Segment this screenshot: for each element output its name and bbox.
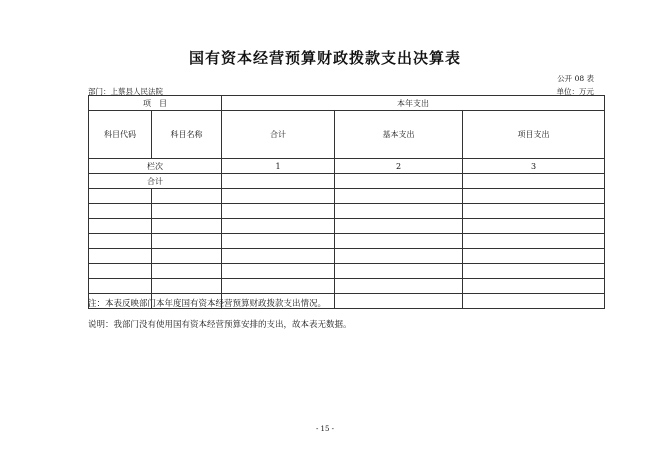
table-cell — [335, 219, 463, 234]
table-cell — [89, 234, 152, 249]
table-note: 注：本表反映部门本年度国有资本经营预算财政拨款支出情况。 — [88, 299, 327, 309]
table-cell — [463, 249, 605, 264]
table-cell — [335, 174, 463, 189]
table-cell — [222, 234, 335, 249]
table-cell — [463, 234, 605, 249]
table-index-row — [89, 159, 605, 174]
table-cell — [222, 174, 335, 189]
table-cell — [89, 264, 152, 279]
table-column-row — [89, 111, 605, 159]
row-total-label: 合计 — [89, 174, 222, 189]
table-explanation: 说明：我部门没有使用国有资本经营预算安排的支出，故本表无数据。 — [88, 320, 352, 330]
table-cell — [222, 249, 335, 264]
table-cell — [463, 189, 605, 204]
table-cell — [222, 264, 335, 279]
index-1: 1 — [222, 159, 335, 174]
table-cell — [222, 279, 335, 294]
page-title: 国有资本经营预算财政拨款支出决算表 — [188, 49, 461, 67]
col-total: 合计 — [222, 111, 335, 159]
table-row — [89, 249, 605, 264]
table-row — [89, 204, 605, 219]
page-number: - 15 - — [315, 425, 335, 433]
table-cell — [222, 204, 335, 219]
table-cell — [222, 219, 335, 234]
index-3: 3 — [463, 159, 605, 174]
table-row — [89, 234, 605, 249]
table-cell — [335, 279, 463, 294]
table-cell — [89, 219, 152, 234]
table-header-row — [89, 96, 605, 111]
table-row — [89, 279, 605, 294]
table-total-row — [89, 174, 605, 189]
table-row — [89, 264, 605, 279]
table-cell — [463, 279, 605, 294]
header-item: 项 目 — [89, 96, 222, 111]
header-current-year: 本年支出 — [222, 96, 605, 111]
table-cell — [335, 189, 463, 204]
table-cell — [463, 264, 605, 279]
department-label: 部门：上蔡县人民法院 — [88, 87, 163, 96]
table-cell — [89, 189, 152, 204]
table-cell — [335, 264, 463, 279]
table-cell — [335, 294, 463, 309]
table-row — [89, 189, 605, 204]
col-subject-name: 科目名称 — [152, 111, 222, 159]
col-basic: 基本支出 — [335, 111, 463, 159]
table-cell — [152, 204, 222, 219]
table-cell — [152, 264, 222, 279]
table-cell — [152, 219, 222, 234]
expenditure-table — [88, 95, 605, 309]
col-subject-code: 科目代码 — [89, 111, 152, 159]
table-cell — [89, 279, 152, 294]
col-project: 项目支出 — [463, 111, 605, 159]
form-code: 公开 08 表 — [557, 74, 594, 83]
table-cell — [463, 174, 605, 189]
table-cell — [152, 249, 222, 264]
table-cell — [463, 204, 605, 219]
table-cell — [152, 189, 222, 204]
table-cell — [222, 189, 335, 204]
table-cell — [463, 294, 605, 309]
row-index-label: 栏次 — [89, 159, 222, 174]
table-cell — [152, 279, 222, 294]
index-2: 2 — [335, 159, 463, 174]
table-cell — [89, 249, 152, 264]
table-cell — [152, 234, 222, 249]
table-cell — [335, 234, 463, 249]
table-cell — [335, 204, 463, 219]
table-row — [89, 219, 605, 234]
table-cell — [89, 204, 152, 219]
unit-label: 单位：万元 — [556, 87, 594, 96]
table-cell — [463, 219, 605, 234]
table-cell — [335, 249, 463, 264]
